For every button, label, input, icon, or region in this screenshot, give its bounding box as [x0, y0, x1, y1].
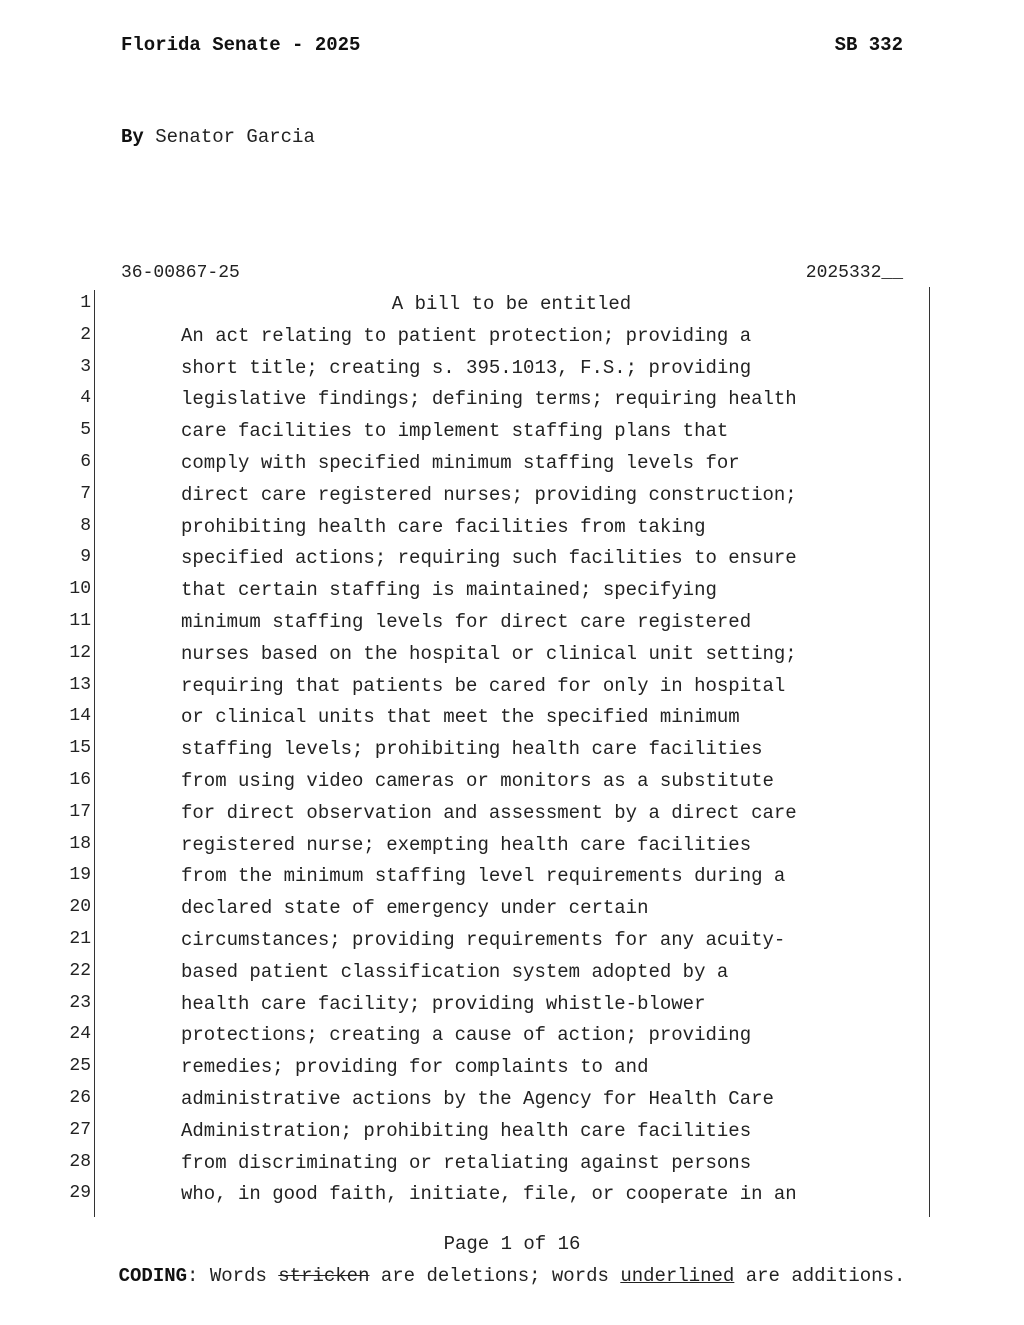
line-number: 6 [80, 452, 91, 472]
bill-line [0, 481, 1024, 513]
line-text: from the minimum staffing level requirements during a [181, 865, 786, 888]
line-text: from using video cameras or monitors as a substitute [181, 770, 774, 792]
line-text: legislative findings; defining terms; requiring health [181, 388, 797, 411]
bill-line [0, 354, 1024, 386]
line-text: comply with specified minimum staffing levels for [181, 452, 740, 474]
coding-text-2: are deletions; words [369, 1265, 621, 1287]
line-text: nurses based on the hospital or clinical unit setting; [181, 642, 797, 665]
bill-line [0, 608, 1024, 640]
bill-line [0, 385, 1024, 417]
bill-line [0, 576, 1024, 608]
line-text: An act relating to patient protection; providing a [181, 324, 752, 347]
bill-line [0, 544, 1024, 576]
bill-line [0, 703, 1024, 735]
page-number: Page 1 of 16 [443, 1233, 581, 1255]
line-number: 5 [80, 420, 91, 441]
bill-line [0, 1180, 1024, 1212]
line-number: 29 [69, 1183, 91, 1204]
line-number: 24 [69, 1024, 91, 1045]
line-text: administrative actions by the Agency for Health Care [181, 1088, 774, 1110]
header-title: Florida Senate - 2025 [121, 34, 361, 56]
line-number: 3 [80, 356, 91, 377]
bill-line [0, 672, 1024, 704]
line-text: remedies; providing for complaints to and [181, 1056, 649, 1079]
stricken-example: stricken [278, 1265, 370, 1287]
bill-number: SB 332 [834, 34, 903, 56]
line-text: declared state of emergency under certain [181, 897, 649, 920]
line-number: 23 [69, 992, 91, 1013]
bill-line [0, 990, 1024, 1022]
line-number: 16 [69, 770, 91, 790]
bill-line [0, 1117, 1024, 1149]
coding-text-1: : Words [187, 1265, 279, 1287]
bill-line [0, 417, 1024, 449]
line-number: 12 [69, 642, 91, 663]
line-text: or clinical units that meet the specified minimum [181, 706, 740, 729]
line-number: 25 [69, 1056, 91, 1077]
line-text: for direct observation and assessment by a direct care [181, 801, 797, 824]
sponsor-name: Senator Garcia [143, 126, 315, 148]
sponsor-line [121, 126, 315, 148]
line-number: 11 [69, 611, 91, 631]
line-number: 18 [69, 833, 91, 854]
coding-label: CODING [118, 1265, 188, 1287]
bill-line [0, 926, 1024, 958]
line-number: 10 [69, 579, 91, 600]
bill-line [0, 894, 1024, 926]
line-number: 8 [80, 515, 91, 536]
line-number: 13 [69, 674, 91, 695]
line-number: 4 [80, 388, 91, 409]
line-number: 15 [69, 738, 91, 759]
underlined-example: underlined [620, 1265, 735, 1287]
bill-line [0, 1085, 1024, 1117]
bill-line [0, 1149, 1024, 1181]
bill-line [0, 767, 1024, 799]
line-number: 21 [69, 929, 91, 949]
line-text: based patient classification system adopted by a [181, 960, 729, 983]
document-code: 36-00867-25 [121, 263, 240, 283]
line-number: 14 [69, 706, 91, 727]
line-number: 2 [80, 324, 91, 345]
bill-line [0, 958, 1024, 990]
bill-line [0, 735, 1024, 767]
bill-line [0, 831, 1024, 863]
bill-line [0, 449, 1024, 481]
sponsor-prefix: By [121, 126, 144, 148]
line-text: who, in good faith, initiate, file, or cooperate in an [181, 1183, 797, 1206]
bill-code: 2025332__ [805, 263, 903, 283]
line-number: 1 [80, 293, 91, 313]
line-text: protections; creating a cause of action; providing [181, 1024, 752, 1047]
line-text: health care facility; providing whistle-blower [181, 992, 706, 1015]
bill-line [0, 1053, 1024, 1085]
line-text: Administration; prohibiting health care facilities [181, 1119, 752, 1142]
coding-legend [0, 1265, 1024, 1287]
line-number: 27 [69, 1119, 91, 1140]
line-number: 17 [69, 801, 91, 822]
line-text: from discriminating or retaliating against persons [181, 1151, 752, 1174]
line-text: short title; creating s. 395.1013, F.S.; providing [181, 356, 752, 379]
line-text: care facilities to implement staffing plans that [181, 420, 729, 443]
line-number: 9 [80, 547, 91, 568]
line-text: staffing levels; prohibiting health care facilities [181, 738, 763, 761]
line-number: 20 [69, 897, 91, 918]
line-text: specified actions; requiring such facilities to ensure [181, 547, 797, 570]
line-number: 19 [69, 865, 91, 886]
bill-line [0, 290, 1024, 322]
bill-line [0, 1021, 1024, 1053]
bill-line [0, 799, 1024, 831]
bill-line [0, 322, 1024, 354]
line-number: 28 [69, 1151, 91, 1172]
line-text: A bill to be entitled [391, 293, 632, 315]
line-text: requiring that patients be cared for only in hospital [181, 674, 786, 697]
bill-line [0, 513, 1024, 545]
line-number: 7 [80, 483, 91, 504]
line-text: minimum staffing levels for direct care registered [181, 611, 752, 633]
bill-line [0, 862, 1024, 894]
line-text: circumstances; providing requirements for any acuity- [181, 929, 786, 951]
bill-line [0, 640, 1024, 672]
line-number: 26 [69, 1088, 91, 1108]
coding-text-3: are additions. [734, 1265, 906, 1287]
line-number: 22 [69, 960, 91, 981]
line-text: prohibiting health care facilities from taking [181, 515, 706, 538]
line-text: registered nurse; exempting health care facilities [181, 833, 752, 856]
line-text: that certain staffing is maintained; specifying [181, 579, 717, 602]
line-text: direct care registered nurses; providing construction; [181, 483, 797, 506]
